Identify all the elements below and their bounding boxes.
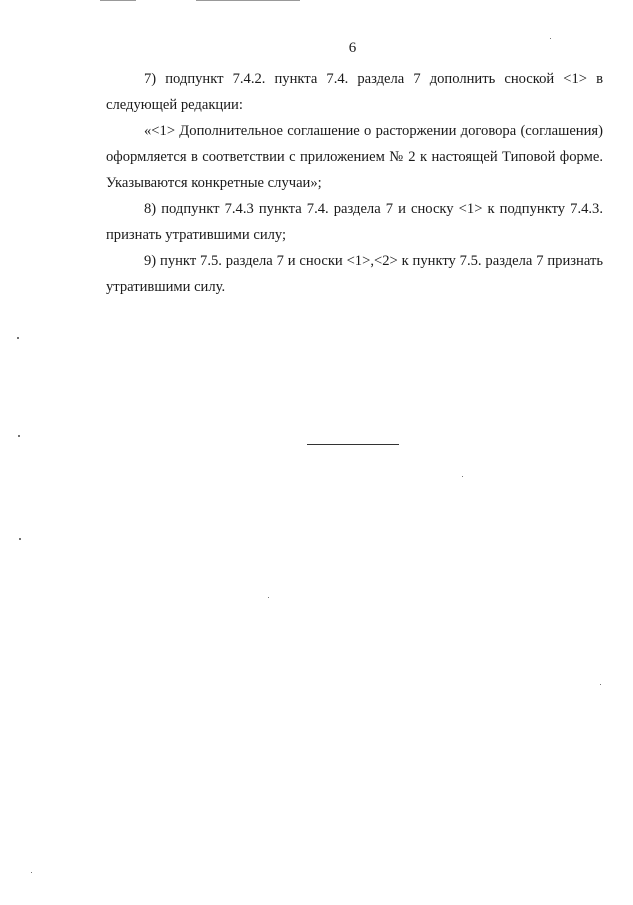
scan-speck <box>17 337 19 339</box>
scan-speck <box>550 38 551 39</box>
scan-speck <box>600 684 601 685</box>
scan-speck <box>268 597 269 598</box>
paragraph-item-9: 9) пункт 7.5. раздела 7 и сноски <1>,<2> к пункту 7.5. раздела 7 признать утратившими силу. <box>106 253 603 295</box>
paragraph-item-7: 7) подпункт 7.4.2. пункта 7.4. раздела 7 дополнить сноской <1> в следующей редакции: <box>106 71 603 113</box>
scan-speck <box>462 476 463 477</box>
scan-speck <box>18 435 20 437</box>
scan-edge-line <box>100 0 136 1</box>
scan-speck <box>19 538 21 540</box>
page-number: 6 <box>348 40 357 56</box>
paragraph-item-8: 8) подпункт 7.4.3 пункта 7.4. раздела 7 и сноску <1> к подпункту 7.4.3. признать утратившими силу; <box>106 201 603 243</box>
scan-speck <box>31 872 32 873</box>
scan-edge-line <box>196 0 300 1</box>
end-divider-line <box>307 444 399 445</box>
document-body <box>106 66 603 300</box>
paragraph-footnote-text: «<1> Дополнительное соглашение о расторжении договора (соглашения) оформляется в соответствии с приложением № 2 к настоящей Типовой форме. Указываются конкретные случаи»; <box>106 123 603 191</box>
